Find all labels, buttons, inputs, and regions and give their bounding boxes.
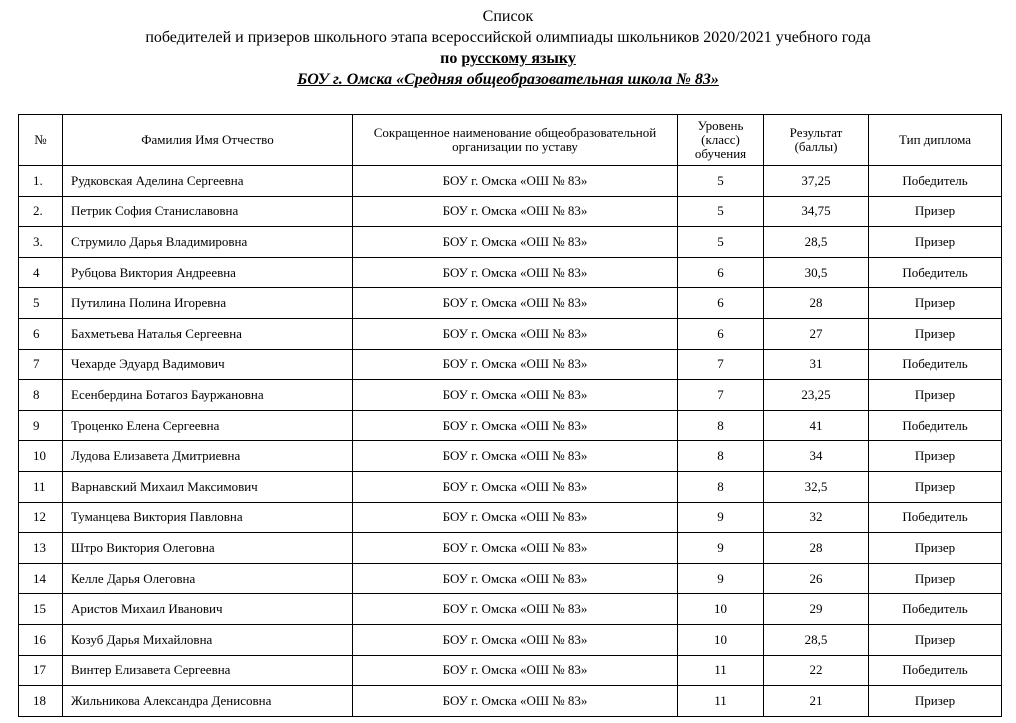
cell-type: Призер: [869, 563, 1002, 594]
cell-org: БОУ г. Омска «ОШ № 83»: [353, 380, 678, 411]
cell-org: БОУ г. Омска «ОШ № 83»: [353, 166, 678, 197]
cell-num: 8: [19, 380, 63, 411]
cell-type: Призер: [869, 196, 1002, 227]
table-row: [19, 227, 1002, 258]
cell-org: БОУ г. Омска «ОШ № 83»: [353, 624, 678, 655]
cell-score: 34,75: [764, 196, 869, 227]
cell-grade: 7: [678, 349, 764, 380]
cell-org: БОУ г. Омска «ОШ № 83»: [353, 686, 678, 717]
cell-name: Чехарде Эдуард Вадимович: [63, 349, 353, 380]
cell-score: 37,25: [764, 166, 869, 197]
cell-score: 32: [764, 502, 869, 533]
cell-type: Победитель: [869, 594, 1002, 625]
cell-grade: 11: [678, 655, 764, 686]
column-header-grade: Уровень (класс) обучения: [678, 115, 764, 166]
cell-name: Петрик София Станиславовна: [63, 196, 353, 227]
cell-score: 34: [764, 441, 869, 472]
table-row: [19, 624, 1002, 655]
cell-org: БОУ г. Омска «ОШ № 83»: [353, 441, 678, 472]
cell-name: Жильникова Александра Денисовна: [63, 686, 353, 717]
cell-type: Призер: [869, 441, 1002, 472]
cell-name: Рубцова Виктория Андреевна: [63, 257, 353, 288]
cell-score: 28: [764, 288, 869, 319]
school-name: БОУ г. Омска «Средняя общеобразовательная школа № 83»: [297, 71, 719, 88]
cell-name: Бахметьева Наталья Сергеевна: [63, 318, 353, 349]
cell-num: 5: [19, 288, 63, 319]
cell-num: 18: [19, 686, 63, 717]
cell-num: 2.: [19, 196, 63, 227]
cell-type: Призер: [869, 533, 1002, 564]
cell-grade: 8: [678, 441, 764, 472]
cell-org: БОУ г. Омска «ОШ № 83»: [353, 594, 678, 625]
cell-num: 14: [19, 563, 63, 594]
cell-name: Варнавский Михаил Максимович: [63, 471, 353, 502]
cell-grade: 6: [678, 288, 764, 319]
cell-num: 11: [19, 471, 63, 502]
cell-grade: 5: [678, 166, 764, 197]
cell-org: БОУ г. Омска «ОШ № 83»: [353, 196, 678, 227]
table-row: [19, 594, 1002, 625]
cell-score: 28: [764, 533, 869, 564]
cell-grade: 8: [678, 410, 764, 441]
subject-name: русскому языку: [461, 50, 576, 67]
document-title: Список: [482, 8, 534, 25]
cell-type: Победитель: [869, 655, 1002, 686]
cell-num: 3.: [19, 227, 63, 258]
table-row: [19, 533, 1002, 564]
cell-num: 15: [19, 594, 63, 625]
winners-table: [18, 114, 1002, 717]
cell-num: 4: [19, 257, 63, 288]
cell-type: Победитель: [869, 257, 1002, 288]
cell-num: 16: [19, 624, 63, 655]
cell-name: Лудова Елизавета Дмитриевна: [63, 441, 353, 472]
cell-type: Призер: [869, 380, 1002, 411]
cell-grade: 11: [678, 686, 764, 717]
subject-line: [0, 48, 1016, 69]
cell-grade: 8: [678, 471, 764, 502]
subject-prefix: по: [440, 50, 462, 67]
table-row: [19, 410, 1002, 441]
table-row: [19, 655, 1002, 686]
cell-org: БОУ г. Омска «ОШ № 83»: [353, 227, 678, 258]
cell-name: Рудковская Аделина Сергеевна: [63, 166, 353, 197]
cell-score: 26: [764, 563, 869, 594]
cell-type: Победитель: [869, 502, 1002, 533]
column-header-org: Сокращенное наименование общеобразовательной организации по уставу: [353, 115, 678, 166]
table-row: [19, 471, 1002, 502]
cell-num: 12: [19, 502, 63, 533]
table-row: [19, 563, 1002, 594]
cell-type: Призер: [869, 471, 1002, 502]
cell-grade: 9: [678, 502, 764, 533]
table-row: [19, 441, 1002, 472]
cell-type: Победитель: [869, 410, 1002, 441]
cell-num: 9: [19, 410, 63, 441]
cell-org: БОУ г. Омска «ОШ № 83»: [353, 655, 678, 686]
document-subtitle: победителей и призеров школьного этапа всероссийской олимпиады школьников 2020/2021 учебного года: [145, 29, 871, 46]
cell-num: 6: [19, 318, 63, 349]
cell-grade: 9: [678, 563, 764, 594]
cell-grade: 5: [678, 227, 764, 258]
cell-grade: 6: [678, 257, 764, 288]
table-header-row: [19, 115, 1002, 166]
cell-org: БОУ г. Омска «ОШ № 83»: [353, 257, 678, 288]
cell-type: Победитель: [869, 349, 1002, 380]
table-row: [19, 686, 1002, 717]
cell-name: Винтер Елизавета Сергеевна: [63, 655, 353, 686]
cell-score: 22: [764, 655, 869, 686]
cell-type: Призер: [869, 227, 1002, 258]
cell-name: Троценко Елена Сергеевна: [63, 410, 353, 441]
cell-name: Есенбердина Ботагоз Бауржановна: [63, 380, 353, 411]
cell-org: БОУ г. Омска «ОШ № 83»: [353, 349, 678, 380]
table-row: [19, 257, 1002, 288]
cell-org: БОУ г. Омска «ОШ № 83»: [353, 533, 678, 564]
cell-score: 28,5: [764, 227, 869, 258]
cell-name: Струмило Дарья Владимировна: [63, 227, 353, 258]
cell-org: БОУ г. Омска «ОШ № 83»: [353, 502, 678, 533]
cell-score: 23,25: [764, 380, 869, 411]
cell-score: 28,5: [764, 624, 869, 655]
cell-name: Келле Дарья Олеговна: [63, 563, 353, 594]
cell-num: 1.: [19, 166, 63, 197]
cell-name: Путилина Полина Игоревна: [63, 288, 353, 319]
cell-type: Призер: [869, 624, 1002, 655]
cell-score: 31: [764, 349, 869, 380]
cell-num: 17: [19, 655, 63, 686]
cell-name: Козуб Дарья Михайловна: [63, 624, 353, 655]
cell-score: 41: [764, 410, 869, 441]
cell-org: БОУ г. Омска «ОШ № 83»: [353, 410, 678, 441]
cell-org: БОУ г. Омска «ОШ № 83»: [353, 318, 678, 349]
cell-type: Призер: [869, 288, 1002, 319]
table-row: [19, 349, 1002, 380]
cell-score: 29: [764, 594, 869, 625]
cell-org: БОУ г. Омска «ОШ № 83»: [353, 471, 678, 502]
cell-grade: 5: [678, 196, 764, 227]
table-row: [19, 502, 1002, 533]
column-header-type: Тип диплома: [869, 115, 1002, 166]
cell-org: БОУ г. Омска «ОШ № 83»: [353, 288, 678, 319]
cell-num: 7: [19, 349, 63, 380]
cell-grade: 6: [678, 318, 764, 349]
document-header: [0, 6, 1016, 90]
cell-grade: 10: [678, 624, 764, 655]
cell-score: 32,5: [764, 471, 869, 502]
cell-name: Аристов Михаил Иванович: [63, 594, 353, 625]
table-row: [19, 288, 1002, 319]
table-row: [19, 166, 1002, 197]
cell-name: Штро Виктория Олеговна: [63, 533, 353, 564]
table-row: [19, 318, 1002, 349]
cell-type: Призер: [869, 686, 1002, 717]
cell-grade: 7: [678, 380, 764, 411]
cell-num: 13: [19, 533, 63, 564]
cell-num: 10: [19, 441, 63, 472]
cell-type: Победитель: [869, 166, 1002, 197]
table-row: [19, 196, 1002, 227]
cell-score: 27: [764, 318, 869, 349]
column-header-num: №: [19, 115, 63, 166]
cell-org: БОУ г. Омска «ОШ № 83»: [353, 563, 678, 594]
cell-grade: 9: [678, 533, 764, 564]
cell-name: Туманцева Виктория Павловна: [63, 502, 353, 533]
table-row: [19, 380, 1002, 411]
cell-score: 30,5: [764, 257, 869, 288]
cell-grade: 10: [678, 594, 764, 625]
cell-score: 21: [764, 686, 869, 717]
cell-type: Призер: [869, 318, 1002, 349]
column-header-score: Результат (баллы): [764, 115, 869, 166]
column-header-name: Фамилия Имя Отчество: [63, 115, 353, 166]
